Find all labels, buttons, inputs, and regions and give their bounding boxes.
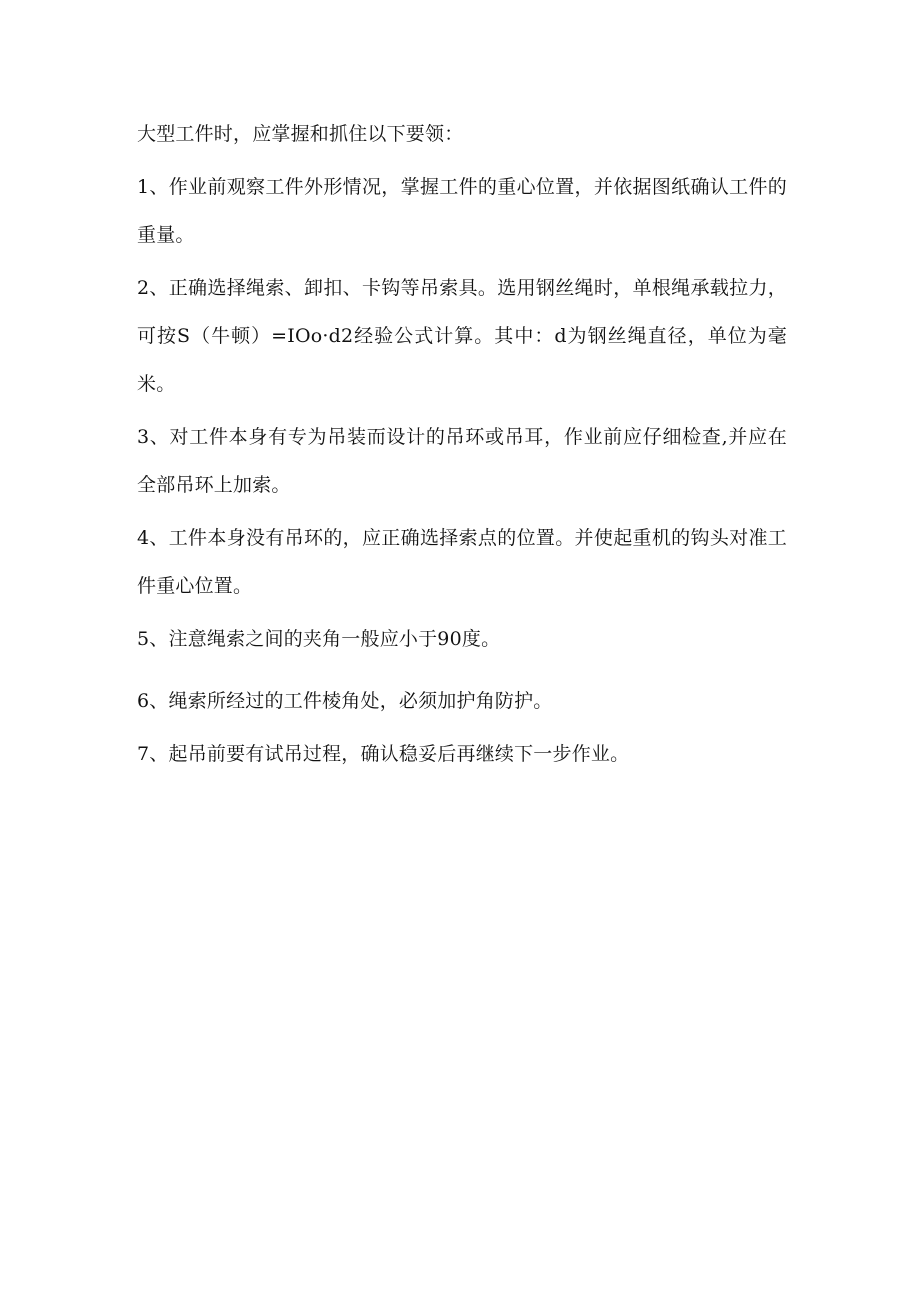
item-7-paragraph: 7、起吊前要有试吊过程，确认稳妥后再继续下一步作业。 [137,743,630,765]
item-5-paragraph: 5、注意绳索之间的夹角一般应小于90度。 [137,628,501,650]
item-1-paragraph: 1、作业前观察工件外形情况，掌握工件的重心位置，并依据图纸确认工件的重量。 [137,176,787,246]
intro-paragraph: 大型工件时，应掌握和抓住以下要领： [137,123,464,145]
item-4-paragraph: 4、工件本身没有吊环的，应正确选择索点的位置。并使起重机的钩头对准工件重心位置。 [137,527,787,597]
item-6-paragraph: 6、绳索所经过的工件棱角处，必须加护角防护。 [137,690,553,712]
document-body [137,110,787,783]
item-3-paragraph: 3、对工件本身有专为吊装而设计的吊环或吊耳，作业前应仔细检查,并应在全部吊环上加索。 [137,426,787,496]
item-2-paragraph: 2、正确选择绳索、卸扣、卡钩等吊索具。选用钢丝绳时，单根绳承载拉力，可按S（牛顿）=IOo·d2经验公式计算。其中：d为钢丝绳直径，单位为毫米。 [137,277,787,395]
